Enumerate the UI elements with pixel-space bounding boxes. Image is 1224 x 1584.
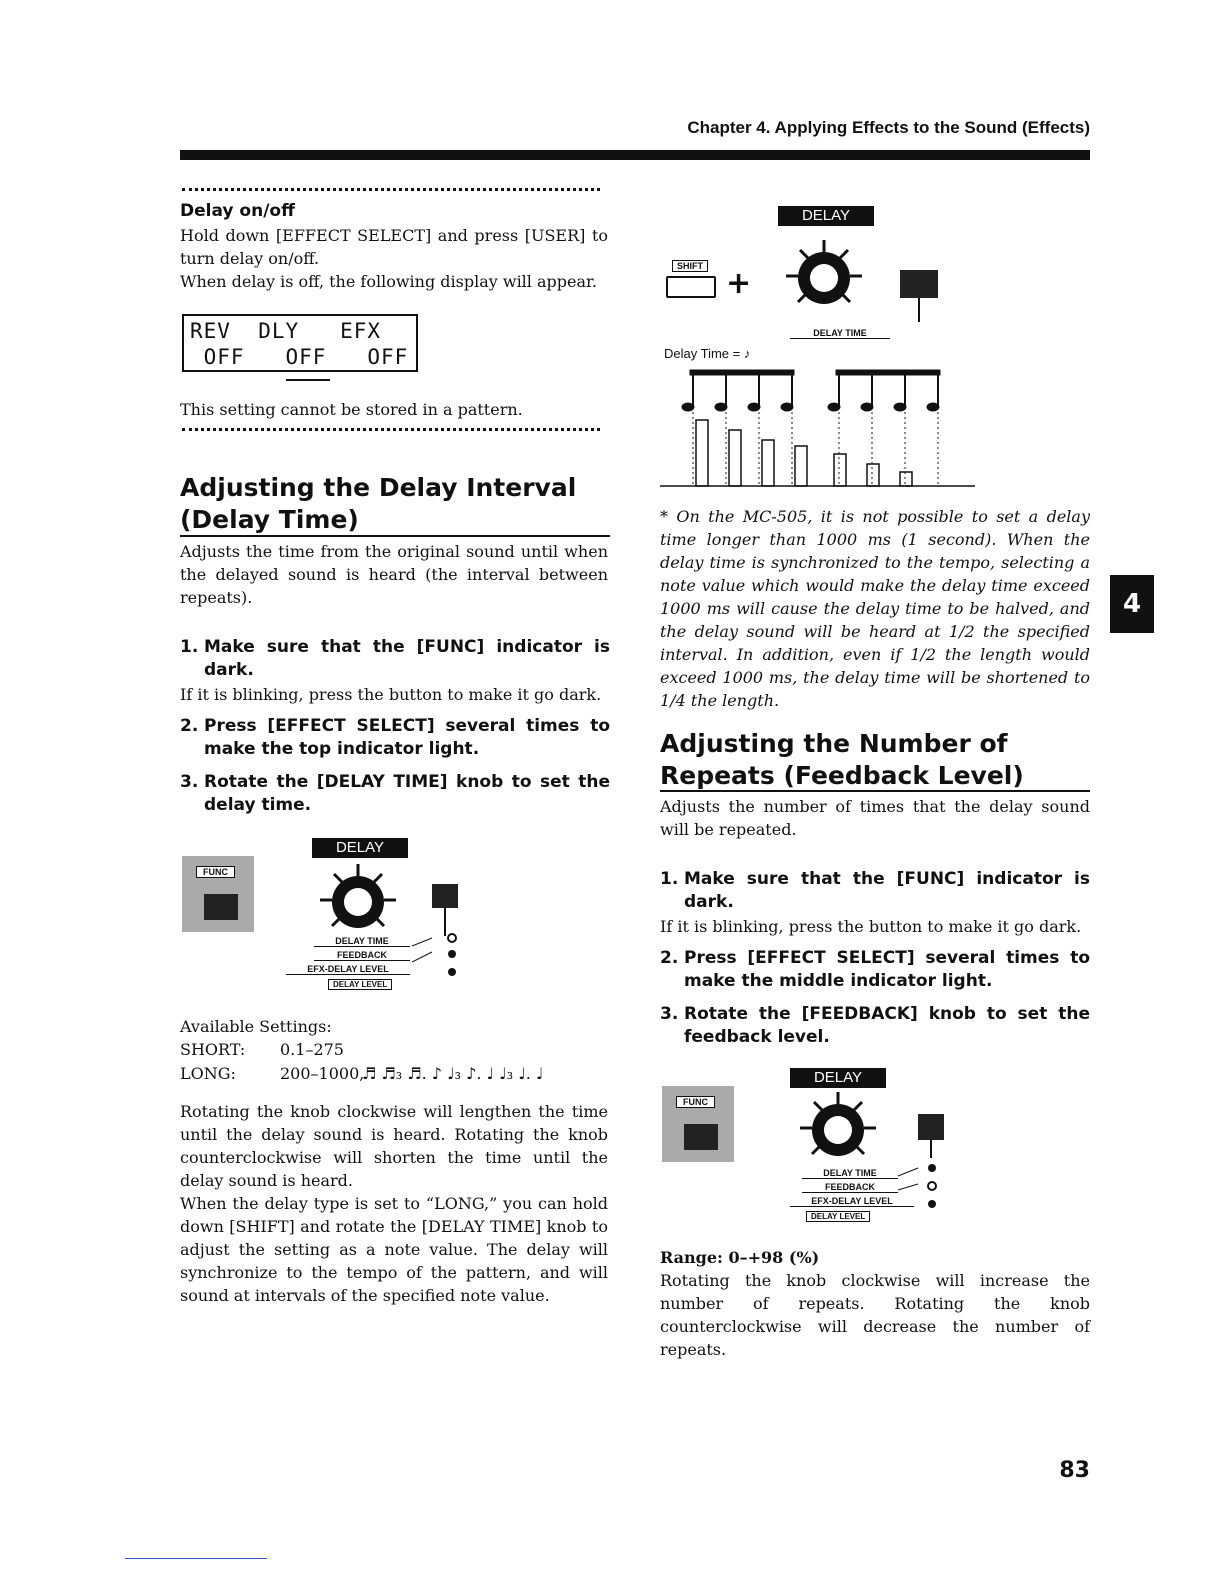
feedback-intro: Adjusts the number of times that the delay sound will be repeated. bbox=[660, 797, 1090, 839]
indicator-lamps-icon bbox=[898, 1160, 948, 1212]
step-text: Rotate the [FEEDBACK] knob to set the feedback level. bbox=[684, 1004, 1090, 1047]
panel-diagram-delay-time bbox=[180, 832, 480, 1002]
delay-onoff-title: Delay on/off bbox=[180, 201, 295, 221]
panel-diagram-shift bbox=[660, 200, 960, 370]
delay-label: DELAY bbox=[790, 1068, 886, 1088]
step-number: 1. bbox=[660, 869, 679, 889]
dotted-divider-top bbox=[182, 188, 600, 191]
step-text: Make sure that the [FUNC] indicator is dark. bbox=[204, 637, 610, 680]
chapter-tab: 4 bbox=[1110, 575, 1154, 633]
step-3 bbox=[660, 1003, 1090, 1049]
step-text: Press [EFFECT SELECT] several times to make the middle indicator light. bbox=[684, 948, 1090, 991]
title-rule bbox=[180, 535, 610, 537]
delay-onoff-note: This setting cannot be stored in a pattern. bbox=[180, 400, 523, 419]
step-number: 2. bbox=[660, 948, 679, 968]
long-note-values: ♬ ♬₃ ♬. ♪ ♩₃ ♪. ♩ ♩₃ ♩. ♩ bbox=[362, 1064, 544, 1083]
delay-time-label: DELAY TIME bbox=[790, 328, 890, 339]
step-1-sub: If it is blinking, press the button to make it go dark. bbox=[180, 685, 602, 704]
long-value: 200–1000, bbox=[280, 1064, 365, 1083]
delay-limit-note: * On the MC-505, it is not possible to set a delay time longer than 1000 ms (1 second). When the delay time is synchronized to the tempo, selecting a note value which would make the delay time exceed 1000 ms will cause the delay time to be halved, and the delay sound will be heard at 1/2 the specified interval. In addition, even if 1/2 the length would exceed 1000 ms, the delay time will be shortened to 1/4 the length. bbox=[660, 507, 1090, 710]
delay-label: DELAY bbox=[312, 838, 408, 858]
step-1-sub: If it is blinking, press the button to make it go dark. bbox=[660, 917, 1082, 936]
page-number: 83 bbox=[1059, 1458, 1090, 1483]
title-line-1: Adjusting the Number of bbox=[660, 729, 1008, 758]
indicator-line bbox=[930, 1140, 932, 1158]
func-label: FUNC bbox=[676, 1096, 715, 1108]
step-2 bbox=[660, 947, 1090, 993]
section-title-delay-time bbox=[180, 472, 576, 536]
indicator-lamps-icon bbox=[412, 930, 468, 980]
lcd-display bbox=[182, 314, 418, 372]
delay-onoff-text: Hold down [EFFECT SELECT] and press [USER] to turn delay on/off. bbox=[180, 226, 608, 268]
footer-line bbox=[125, 1558, 267, 1559]
effect-select-button[interactable] bbox=[900, 270, 938, 298]
chapter-header: Chapter 4. Applying Effects to the Sound (Effects) bbox=[687, 118, 1090, 137]
feedback-range: Range: 0–+98 (%) bbox=[660, 1248, 820, 1267]
func-label: FUNC bbox=[196, 866, 235, 878]
func-button[interactable] bbox=[204, 894, 238, 920]
efx-delay-level-label: EFX-DELAY LEVEL bbox=[286, 964, 410, 975]
delay-time-para-2: When the delay type is set to “LONG,” you can hold down [SHIFT] and rotate the [DELAY TIME] knob to adjust the setting as a note value. The delay will synchronize to the tempo of the pattern, and will sound at intervals of the specified note value. bbox=[180, 1194, 608, 1305]
lcd-row-2: OFF OFF OFF bbox=[190, 345, 409, 369]
shift-button[interactable] bbox=[666, 276, 716, 298]
delay-time-label: DELAY TIME bbox=[314, 936, 410, 947]
short-label: SHORT: bbox=[180, 1040, 246, 1059]
section-title-feedback bbox=[660, 728, 1024, 792]
step-1 bbox=[180, 636, 610, 682]
indicator-line bbox=[918, 298, 920, 322]
header-rule bbox=[180, 150, 1090, 160]
delay-time-label: DELAY TIME bbox=[802, 1168, 898, 1179]
step-number: 3. bbox=[660, 1004, 679, 1024]
shift-label: SHIFT bbox=[672, 260, 708, 272]
step-text: Rotate the [DELAY TIME] knob to set the delay time. bbox=[204, 772, 610, 815]
settings-label: Available Settings: bbox=[180, 1017, 332, 1036]
feedback-para: Rotating the knob clockwise will increase the number of repeats. Rotating the knob counterclockwise will decrease the number of repeats. bbox=[660, 1271, 1090, 1359]
effect-select-button[interactable] bbox=[918, 1114, 944, 1140]
title-rule bbox=[660, 790, 1090, 792]
short-value: 0.1–275 bbox=[280, 1040, 344, 1059]
title-line-2: Repeats (Feedback Level) bbox=[660, 761, 1024, 790]
long-label: LONG: bbox=[180, 1064, 236, 1083]
step-2 bbox=[180, 715, 610, 761]
delay-time-equation: Delay Time = ♪ bbox=[664, 346, 751, 361]
step-1 bbox=[660, 868, 1090, 914]
delay-time-intro: Adjusts the time from the original sound until when the delayed sound is heard (the interval between repeats). bbox=[180, 542, 608, 607]
step-text: Make sure that the [FUNC] indicator is dark. bbox=[684, 869, 1090, 912]
step-text: Press [EFFECT SELECT] several times to make the top indicator light. bbox=[204, 716, 610, 759]
delay-time-knob-icon[interactable] bbox=[776, 236, 872, 322]
delay-label: DELAY bbox=[778, 206, 874, 226]
plus-icon: + bbox=[726, 266, 752, 301]
lcd-row-1: REV DLY EFX bbox=[190, 319, 382, 343]
title-line-1: Adjusting the Delay Interval bbox=[180, 473, 577, 502]
panel-diagram-feedback bbox=[660, 1064, 960, 1234]
step-3 bbox=[180, 771, 610, 817]
delay-timing-diagram bbox=[660, 366, 980, 492]
step-number: 3. bbox=[180, 772, 199, 792]
feedback-label: FEEDBACK bbox=[802, 1182, 898, 1193]
feedback-knob-icon[interactable] bbox=[790, 1088, 886, 1178]
step-number: 2. bbox=[180, 716, 199, 736]
delay-time-para-1: Rotating the knob clockwise will lengthen the time until the delay sound is heard. Rotating the knob counterclockwise will shorten the time until the delay sound is heard. bbox=[180, 1102, 608, 1190]
func-button-panel bbox=[182, 856, 254, 932]
feedback-label: FEEDBACK bbox=[314, 950, 410, 961]
delay-level-label: DELAY LEVEL bbox=[806, 1211, 870, 1222]
delay-onoff-text2: When delay is off, the following display will appear. bbox=[180, 272, 598, 291]
lcd-cursor bbox=[286, 379, 330, 381]
delay-level-label: DELAY LEVEL bbox=[328, 979, 392, 990]
title-line-2: (Delay Time) bbox=[180, 505, 359, 534]
efx-delay-level-label: EFX-DELAY LEVEL bbox=[790, 1196, 914, 1207]
func-button[interactable] bbox=[684, 1124, 718, 1150]
effect-select-button[interactable] bbox=[432, 884, 458, 908]
func-button-panel bbox=[662, 1086, 734, 1162]
dotted-divider-bottom bbox=[182, 428, 600, 431]
step-number: 1. bbox=[180, 637, 199, 657]
